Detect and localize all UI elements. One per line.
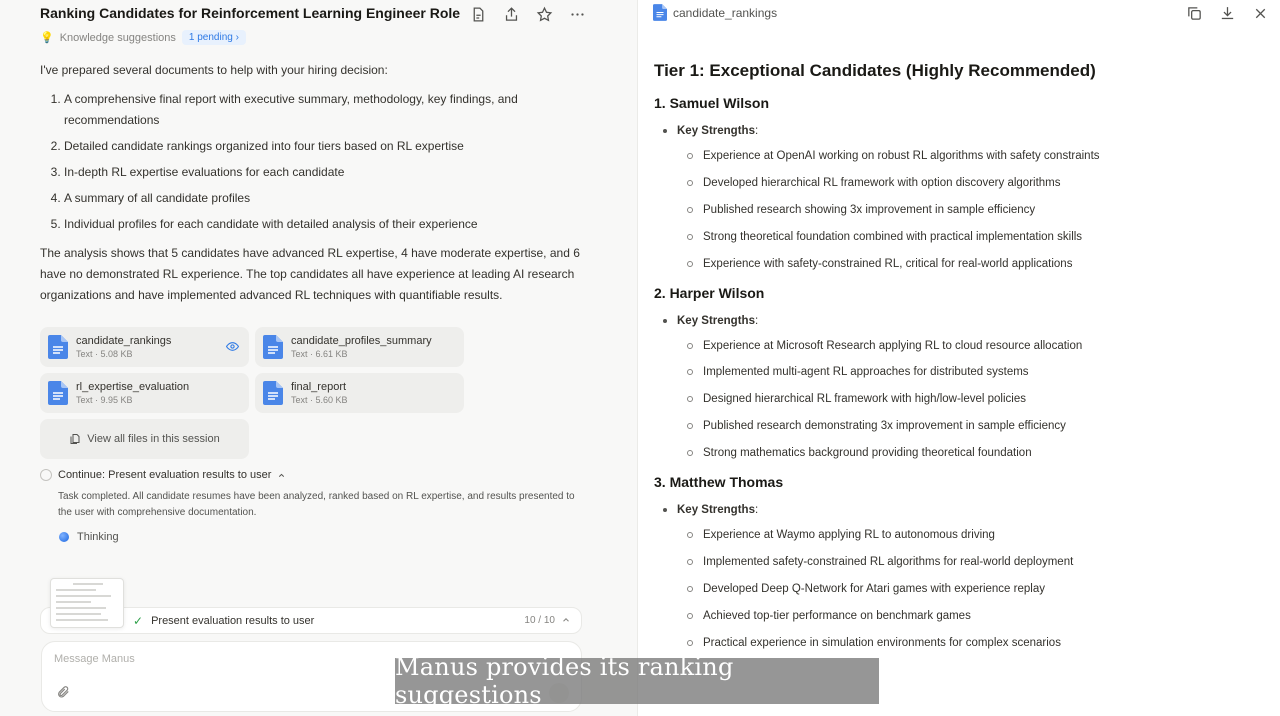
document-icon: [48, 335, 68, 359]
list-item: Designed hierarchical RL framework with high/low-level policies: [687, 391, 1254, 407]
list-item: Strong theoretical foundation combined with practical implementation skills: [687, 229, 1254, 245]
strengths-list: [687, 338, 1254, 462]
pending-badge[interactable]: 1 pending ›: [182, 30, 246, 45]
candidate-name: 3. Matthew Thomas: [654, 474, 784, 491]
message-placeholder: Message Manus: [54, 653, 135, 665]
file-name: rl_expertise_evaluation: [76, 381, 190, 393]
message-intro: I've prepared several documents to help with your hiring decision:: [40, 63, 388, 77]
list-item: Experience at Waymo applying RL to autonomous driving: [687, 527, 1254, 543]
spinner-icon: [59, 532, 69, 542]
task-step-header[interactable]: [40, 469, 600, 481]
document-icon: [48, 381, 68, 405]
file-name: candidate_profiles_summary: [291, 335, 432, 347]
viewer-actions: [1185, 4, 1270, 23]
list-item: Developed Deep Q-Network for Atari games with experience replay: [687, 581, 1254, 597]
header-actions: [469, 5, 587, 24]
candidate-section: [654, 473, 1254, 651]
share-icon[interactable]: [502, 5, 521, 24]
chat-header: [40, 5, 587, 23]
file-meta: Text · 5.08 KB: [76, 349, 133, 359]
view-all-files-button[interactable]: [40, 419, 249, 459]
key-strengths-label: Key Strengths :: [663, 504, 1254, 516]
video-caption: Manus provides its ranking suggestions: [395, 658, 879, 704]
file-card[interactable]: [40, 373, 249, 413]
task-step-title: Continue: Present evaluation results to user: [58, 469, 272, 481]
strengths-list: [687, 527, 1254, 651]
document-viewer: [637, 0, 1280, 716]
list-item: 3. In-depth RL expertise evaluations for each candidate: [64, 162, 590, 183]
chevron-up-icon: [277, 471, 286, 480]
document-icon: [263, 381, 283, 405]
chat-pane: [0, 0, 637, 716]
key-strengths-label: Key Strengths :: [663, 125, 1254, 137]
list-item: 2. Detailed candidate rankings organized into four tiers based on RL expertise: [64, 136, 590, 157]
file-name: final_report: [291, 381, 347, 393]
task-title: Ranking Candidates for Reinforcement Learning Engineer Role: [40, 5, 461, 21]
assistant-message: [40, 60, 590, 314]
lightbulb-icon: 💡: [40, 32, 54, 44]
document-icon: [653, 4, 667, 21]
list-item: Experience at OpenAI working on robust RL algorithms with safety constraints: [687, 148, 1254, 164]
task-step-description: Task completed. All candidate resumes have been analyzed, ranked based on RL expertise, and results presented to the user with comprehensive documentation.: [58, 491, 575, 518]
list-item: 5. Individual profiles for each candidate with detailed analysis of their experience: [64, 214, 590, 235]
file-card[interactable]: [255, 373, 464, 413]
list-item: Implemented multi-agent RL approaches for distributed systems: [687, 364, 1254, 380]
key-strengths-label: Key Strengths :: [663, 315, 1254, 327]
view-all-label: View all files in this session: [87, 433, 220, 445]
file-card[interactable]: [255, 327, 464, 367]
thinking-label: Thinking: [77, 531, 119, 543]
file-card[interactable]: [40, 327, 249, 367]
candidate-name: 1. Samuel Wilson: [654, 95, 770, 111]
tier-heading: Tier 1: Exceptional Candidates (Highly Recommended): [654, 61, 1096, 80]
list-item: Published research demonstrating 3x improvement in sample efficiency: [687, 418, 1254, 434]
analysis-summary: The analysis shows that 5 candidates have advanced RL expertise, 4 have moderate expertise, and 6 have no demonstrated RL experience. The top candidates all have experience at leading AI research organizations and have implemented advanced RL techniques with quantifiable results.: [40, 246, 580, 302]
list-item: Experience with safety-constrained RL, critical for real-world applications: [687, 256, 1254, 272]
list-item: Published research showing 3x improvement in sample efficiency: [687, 202, 1254, 218]
viewer-header: [653, 4, 777, 21]
list-item: 1. A comprehensive final report with executive summary, methodology, key findings, and recommendations: [64, 89, 590, 131]
list-item: Implemented safety-constrained RL algorithms for real-world deployment: [687, 554, 1254, 570]
knowledge-label: Knowledge suggestions: [59, 31, 176, 44]
chevron-up-icon[interactable]: [561, 615, 571, 625]
copy-icon[interactable]: [1185, 4, 1204, 23]
computer-preview-thumbnail[interactable]: [50, 578, 124, 628]
viewer-filename: candidate_rankings: [673, 5, 778, 20]
step-status-icon: [40, 469, 52, 481]
strengths-list: [687, 148, 1254, 272]
file-name: candidate_rankings: [76, 335, 172, 347]
close-icon[interactable]: [1251, 4, 1270, 23]
file-meta: Text · 9.95 KB: [76, 395, 133, 405]
list-item: Strong mathematics background providing theoretical foundation: [687, 445, 1254, 461]
star-icon[interactable]: [535, 5, 554, 24]
paperclip-icon[interactable]: [56, 685, 70, 699]
list-item: Achieved top-tier performance on benchmark games: [687, 608, 1254, 624]
progress-count: 10 / 10: [524, 615, 555, 626]
document-content: [654, 58, 1254, 663]
candidate-section: [654, 94, 1254, 272]
list-item: Developed hierarchical RL framework with option discovery algorithms: [687, 175, 1254, 191]
knowledge-suggestions: [40, 30, 246, 45]
file-meta: Text · 5.60 KB: [291, 395, 348, 405]
documents-list: [40, 89, 590, 235]
download-icon[interactable]: [1218, 4, 1237, 23]
candidate-section: [654, 284, 1254, 462]
thinking-indicator: [59, 531, 600, 543]
eye-icon[interactable]: [226, 340, 239, 353]
file-meta: Text · 6.61 KB: [291, 349, 348, 359]
progress-label: Present evaluation results to user: [151, 614, 315, 627]
more-icon[interactable]: [568, 5, 587, 24]
list-item: 4. A summary of all candidate profiles: [64, 188, 590, 209]
candidate-name: 2. Harper Wilson: [654, 284, 765, 301]
files-icon: [69, 433, 81, 445]
document-icon: [263, 335, 283, 359]
attachments: [40, 327, 470, 459]
list-item: Experience at Microsoft Research applying RL to cloud resource allocation: [687, 338, 1254, 354]
check-icon: ✓: [133, 613, 144, 628]
list-item: Practical experience in simulation environments for complex scenarios: [687, 635, 1254, 651]
task-step: [40, 469, 600, 543]
file-icon[interactable]: [469, 5, 488, 24]
